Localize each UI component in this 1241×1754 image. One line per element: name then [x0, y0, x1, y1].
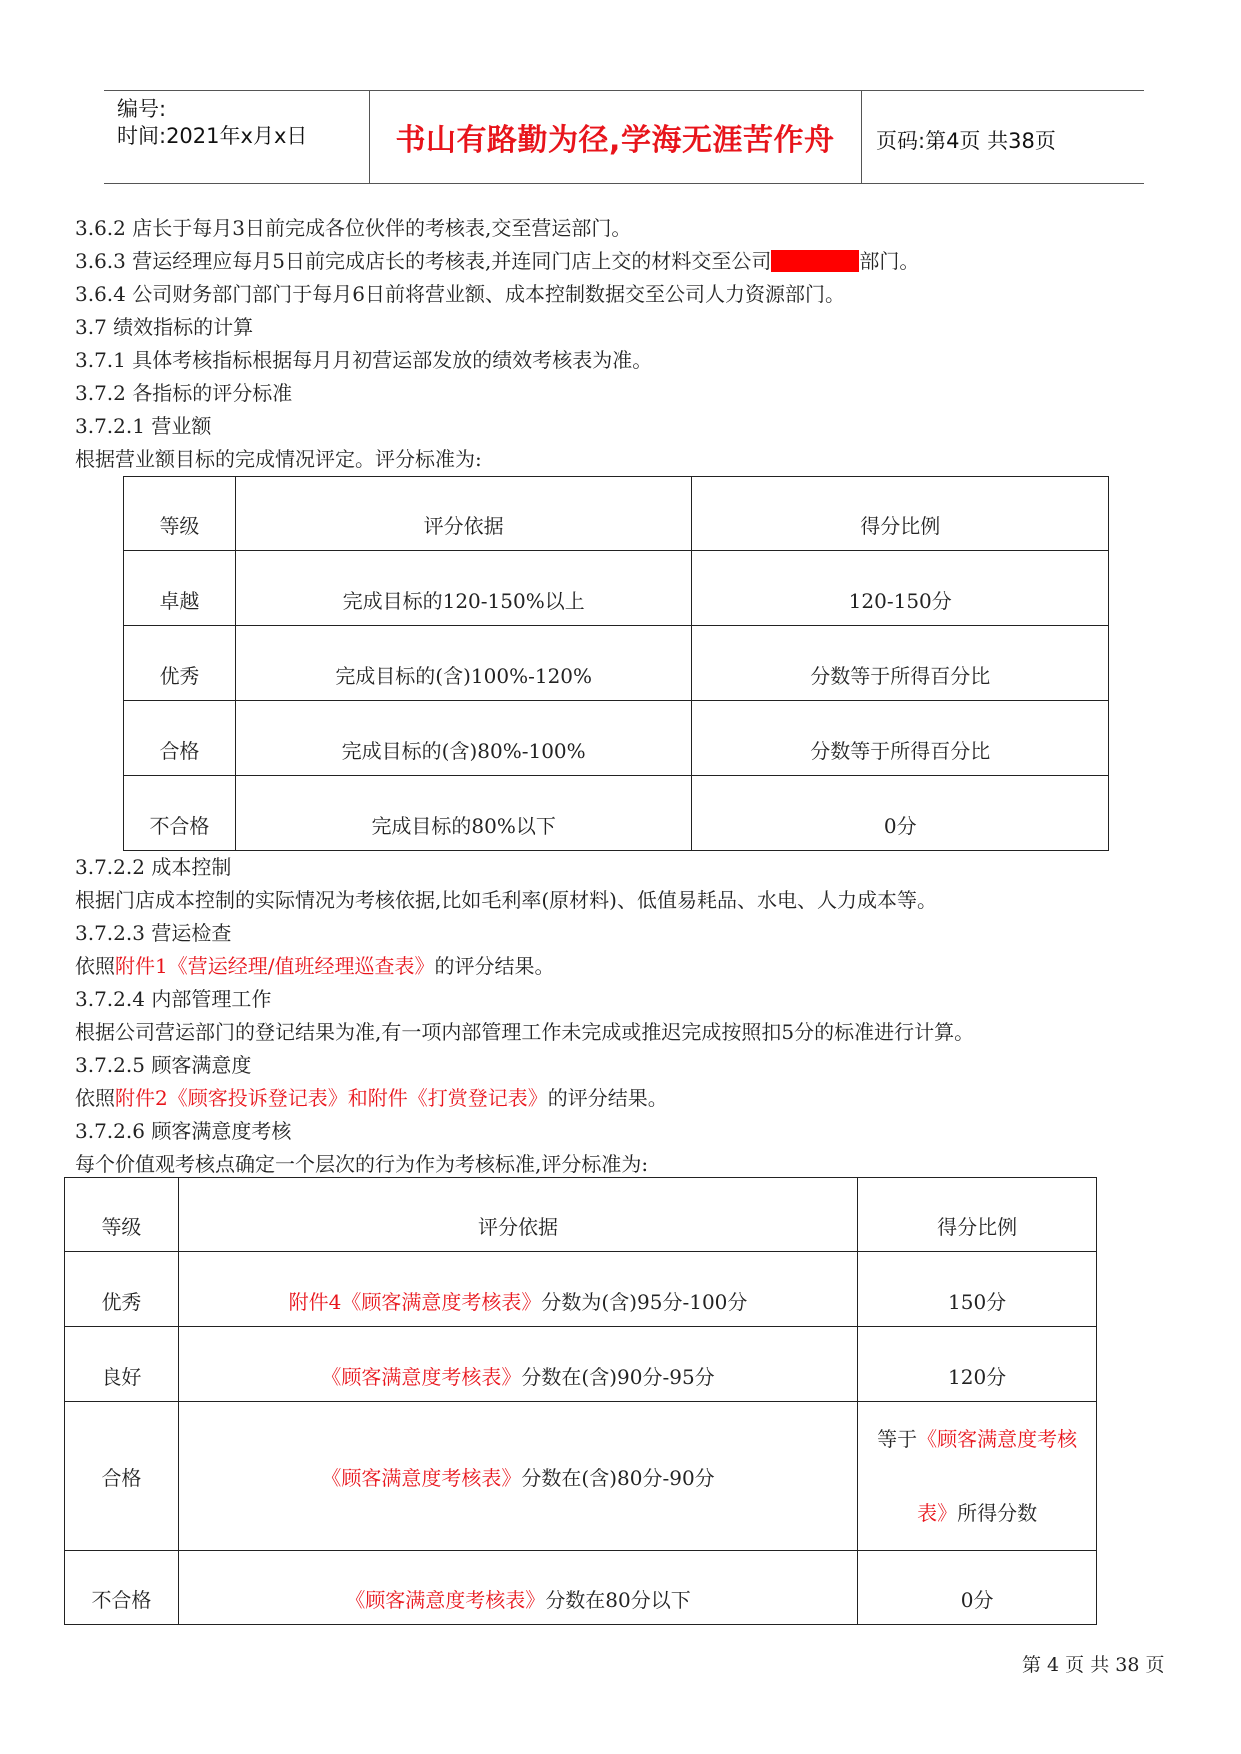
ops-check-post: 的评分结果。: [434, 954, 555, 978]
attachment-ref: 《顾客满意度考核表》: [345, 1588, 546, 1612]
cell-score: 0分: [692, 776, 1109, 851]
cell-basis: 《顾客满意度考核表》分数在(含)90分-95分: [178, 1327, 857, 1402]
para-3-7-1: 3.7.1 具体考核指标根据每月月初营运部发放的绩效考核表为准。: [75, 348, 653, 372]
ops-check-attachment-ref: 附件1《营运经理/值班经理巡查表》: [115, 954, 435, 978]
heading-3-7-2-2: 3.7.2.2 成本控制: [75, 855, 232, 879]
table-row: [65, 1252, 1097, 1327]
table-header-row: [65, 1178, 1097, 1252]
table-row: [65, 1327, 1097, 1402]
cell-score: 等于《顾客满意度考核 表》所得分数: [858, 1402, 1097, 1551]
para-ops-check: [75, 953, 554, 979]
cell-score: 120分: [858, 1327, 1097, 1402]
revenue-score-table: [123, 476, 1109, 851]
heading-3-7-2-1: 3.7.2.1 营业额: [75, 414, 212, 438]
cell-basis: 完成目标的(含)80%-100%: [235, 701, 692, 776]
cell-basis: 完成目标的80%以下: [235, 776, 692, 851]
table-row: [124, 776, 1109, 851]
header-bottom-rule: [104, 183, 1144, 184]
cell-score: 0分: [858, 1551, 1097, 1625]
para-3-6-2: 3.6.2 店长于每月3日前完成各位伙伴的考核表,交至营运部门。: [75, 216, 632, 240]
cell-basis: 《顾客满意度考核表》分数在(含)80分-90分: [178, 1402, 857, 1551]
para-satisfaction: [75, 1085, 668, 1111]
col-header-grade: 等级: [65, 1178, 179, 1252]
para-revenue-intro: 根据营业额目标的完成情况评定。评分标准为:: [75, 447, 482, 471]
col-header-grade: 等级: [124, 477, 236, 551]
cell-score: 分数等于所得百分比: [692, 701, 1109, 776]
header-top-rule: [104, 90, 1144, 91]
attachment-ref: 附件4《顾客满意度考核表》: [288, 1289, 542, 1314]
attachment-ref: 《顾客满意度考核表》: [321, 1465, 522, 1490]
page-footer: 第 4 页 共 38 页: [1022, 1654, 1165, 1676]
cell-basis: 《顾客满意度考核表》分数在80分以下: [178, 1551, 857, 1625]
cell-basis: 附件4《顾客满意度考核表》分数为(含)95分-100分: [178, 1252, 857, 1327]
cell-grade: 不合格: [65, 1551, 179, 1625]
table-header-row: [124, 477, 1109, 551]
satisfaction-pre: 依照: [75, 1086, 115, 1110]
satisfaction-attachment-ref: 附件2《顾客投诉登记表》和附件《打赏登记表》: [115, 1086, 548, 1110]
table-row: [124, 551, 1109, 626]
cell-grade: 合格: [65, 1402, 179, 1551]
heading-3-7-2-5: 3.7.2.5 顾客满意度: [75, 1053, 252, 1077]
header-slogan: 书山有路勤为径,学海无涯苦作舟: [395, 123, 835, 158]
table-row: [65, 1551, 1097, 1625]
para-satisfaction-standard: 每个价值观考核点确定一个层次的行为作为考核标准,评分标准为:: [75, 1152, 649, 1176]
doc-number-label: 编号:: [117, 97, 167, 121]
ops-check-pre: 依照: [75, 954, 115, 978]
heading-3-7-2-3: 3.7.2.3 营运检查: [75, 921, 232, 945]
col-header-basis: 评分依据: [235, 477, 692, 551]
cell-basis: 完成目标的120-150%以上: [235, 551, 692, 626]
table-row: [124, 701, 1109, 776]
heading-3-7-2-4: 3.7.2.4 内部管理工作: [75, 987, 272, 1011]
cell-grade: 优秀: [124, 626, 236, 701]
satisfaction-score-table: [64, 1177, 1097, 1625]
para-3-6-4: 3.6.4 公司财务部门部门于每月6日前将营业额、成本控制数据交至公司人力资源部门。: [75, 282, 845, 306]
cell-basis: 完成目标的(含)100%-120%: [235, 626, 692, 701]
para-internal-mgmt: 根据公司营运部门的登记结果为准,有一项内部管理工作未完成或推迟完成按照扣5分的标准进行计算。: [75, 1020, 975, 1044]
table-row: [65, 1402, 1097, 1551]
cell-score: 分数等于所得百分比: [692, 626, 1109, 701]
attachment-ref: 《顾客满意度考核表》: [321, 1364, 522, 1389]
table-row: [124, 626, 1109, 701]
cell-grade: 优秀: [65, 1252, 179, 1327]
col-header-basis: 评分依据: [178, 1178, 857, 1252]
heading-3-7: 3.7 绩效指标的计算: [75, 315, 254, 339]
para-3-6-3-tail: 部门。: [859, 249, 920, 273]
para-3-6-3-text: 3.6.3 营运经理应每月5日前完成店长的考核表,并连同门店上交的材料交至公司: [75, 249, 772, 273]
para-cost-control: 根据门店成本控制的实际情况为考核依据,比如毛利率(原材料)、低值易耗品、水电、人力成本等。: [75, 888, 937, 912]
cell-score: 120-150分: [692, 551, 1109, 626]
cell-score: 150分: [858, 1252, 1097, 1327]
cell-grade: 卓越: [124, 551, 236, 626]
header-page-info: 页码:第4页 共38页: [876, 129, 1056, 153]
header-divider-right: [861, 90, 862, 183]
doc-time-label: 时间:2021年x月x日: [117, 124, 308, 148]
redaction-block: [771, 250, 859, 272]
cell-grade: 不合格: [124, 776, 236, 851]
para-3-6-3: [75, 248, 919, 274]
cell-grade: 良好: [65, 1327, 179, 1402]
heading-3-7-2: 3.7.2 各指标的评分标准: [75, 381, 293, 405]
satisfaction-post: 的评分结果。: [547, 1086, 668, 1110]
heading-3-7-2-6: 3.7.2.6 顾客满意度考核: [75, 1119, 292, 1143]
col-header-score: 得分比例: [692, 477, 1109, 551]
cell-grade: 合格: [124, 701, 236, 776]
col-header-score: 得分比例: [858, 1178, 1097, 1252]
